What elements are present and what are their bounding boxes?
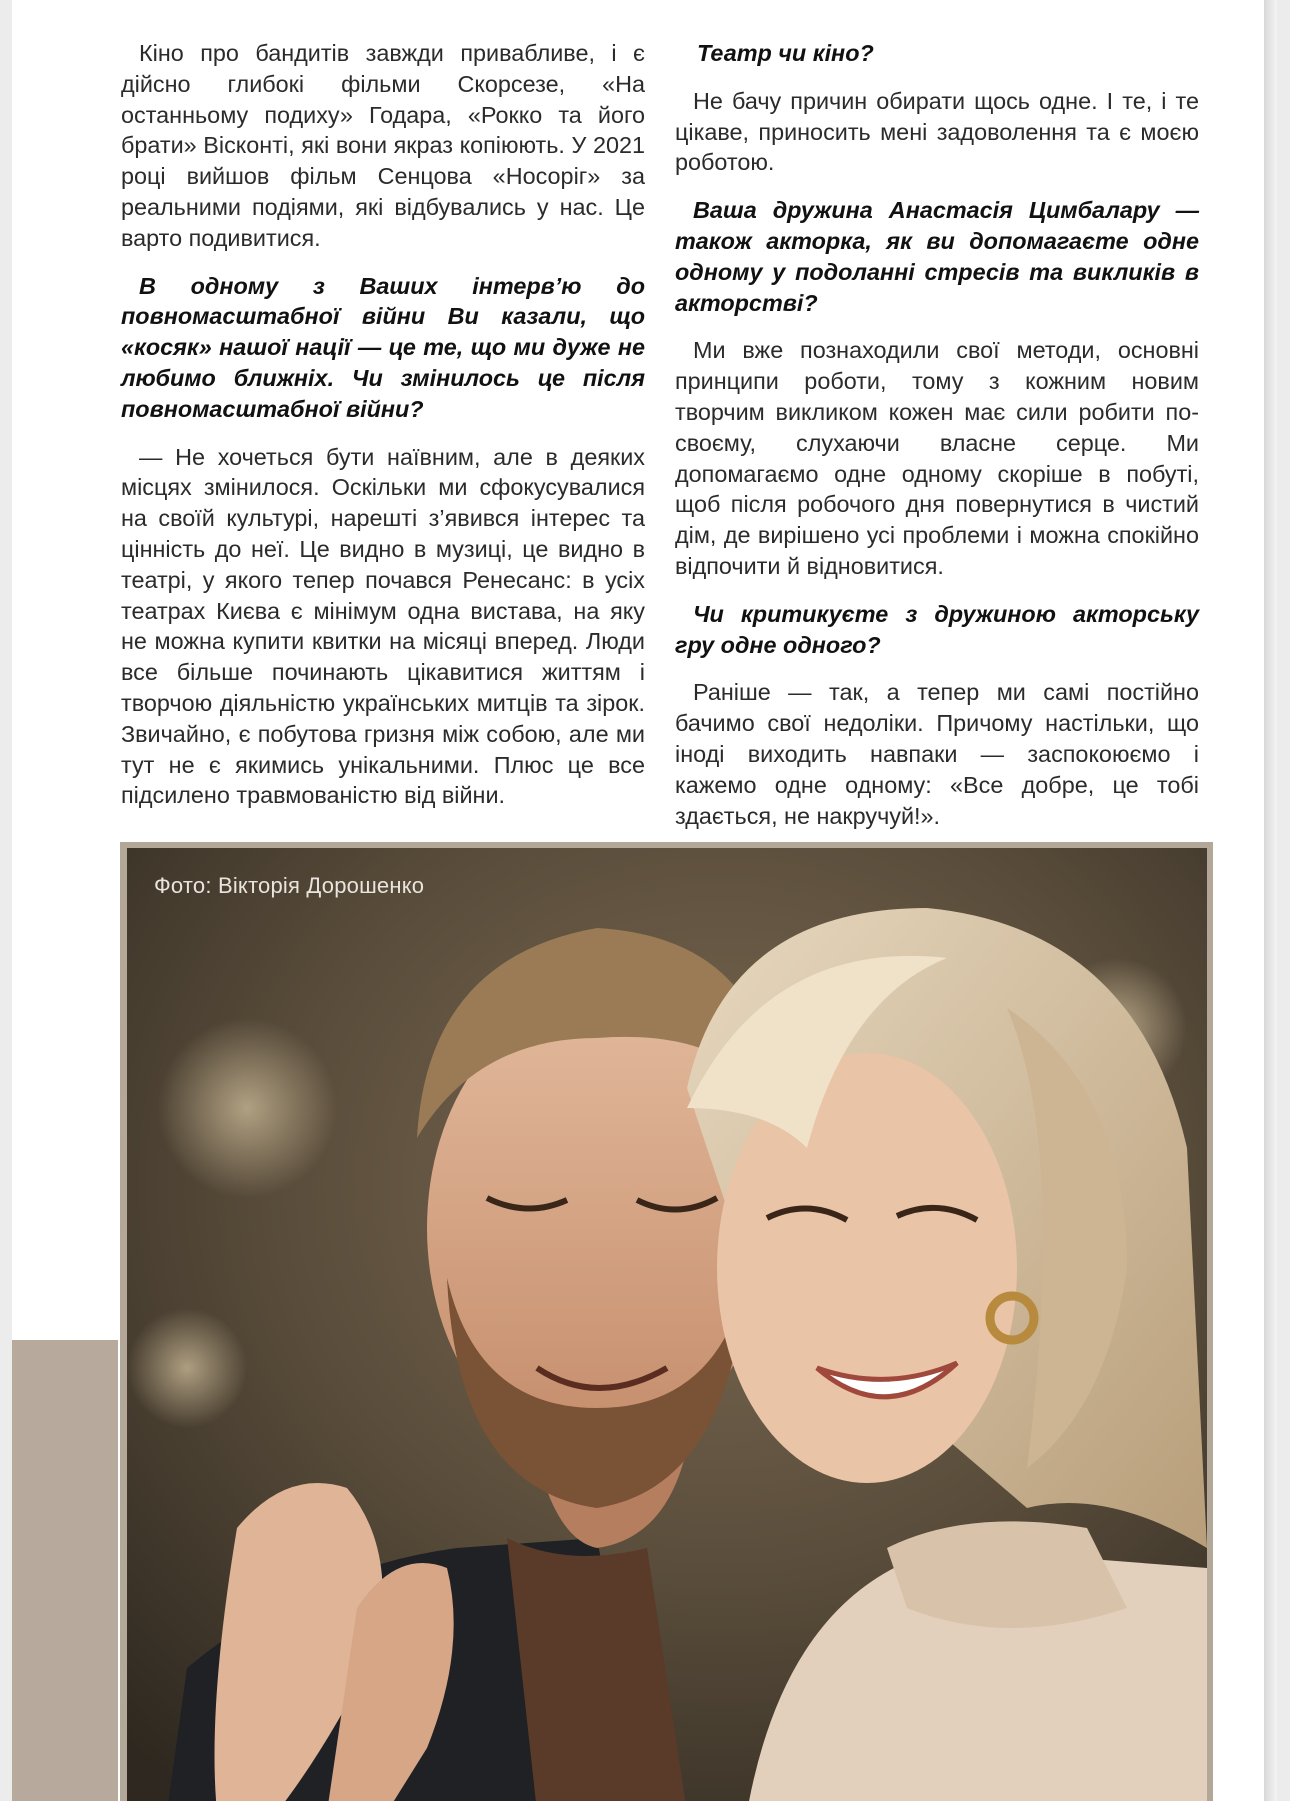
- magazine-page: [12, 0, 1277, 1801]
- question-nation-flaw: В одному з Ваших інтерв’ю до повномасштабної війни Ви казали, що «косяк» нашої нації — це те, що ми дуже не любимо ближніх. Чи змінилось це після повномасштабної війни?: [121, 272, 645, 422]
- question-wife-support: Ваша дружина Анастасія Цимбалару — також акторка, як ви допомагаєте одне одному у подоланні стресів та викликів в акторстві?: [675, 197, 1199, 316]
- couple-photo-illustration: [127, 848, 1207, 1801]
- answer-nation-flaw: — Не хочеться бути наївним, але в деяких місцях змінилося. Оскільки ми сфокусувалися на своїй культурі, нарешті з’явився інтерес та цінність до неї. Це видно в музиці, це видно в театрі, у якого тепер почався Ренесанс: в усіх театрах Києва є мінімум одна вистава, на яку не можна купити квитки на місяці вперед. Люди все більше починають цікавитися життям і творчою діяльністю українських митців та зірок. Звичайно, є побутова гризня між собою, але ми тут не є якимись унікальними. Плюс це все підсилено травмованістю від війни.: [121, 443, 645, 809]
- right-column: [675, 38, 1199, 848]
- answer-wife-support: Ми вже познаходили свої методи, основні принципи роботи, тому з кожним новим творчим викликом кожен має сили робити по-своєму, слухаючи власне серце. Ми допомагаємо одне одному скоріше в побуті, щоб після робочого дня повернутися в чистий дім, де вирішено усі проблеми і можна спокійно відпочити й відновитися.: [675, 337, 1199, 579]
- photo-frame: [120, 842, 1213, 1801]
- paragraph-gangster-films: Кіно про бандитів завжди привабливе, і є дійсно глибокі фільми Скорсезе, «На останньому подиху» Годара, «Рокко та його брати» Вісконті, які вони якраз копіюють. У 2021 році вийшов фільм Сенцова «Носоріг» за реальними подіями, які відбувались у нас. Це варто подивитися.: [121, 40, 645, 251]
- page-edge-shadow: [1264, 0, 1277, 1801]
- left-column: [121, 38, 645, 828]
- couple-photo: [127, 848, 1207, 1801]
- answer-theatre-or-cinema: Не бачу причин обирати щось одне. І те, і те цікаве, приносить мені задоволення та є моєю роботою.: [675, 87, 1199, 176]
- question-theatre-or-cinema: Театр чи кіно?: [697, 40, 874, 66]
- answer-criticism: Раніше — так, а тепер ми самі постійно бачимо свої недоліки. Причому настільки, що іноді виходить навпаки — заспокоюємо і кажемо одне одному: «Все добре, це тобі здається, не накручуй!».: [675, 679, 1199, 829]
- photo-credit: Фото: Вікторія Дорошенко: [154, 873, 425, 898]
- decorative-beige-block: [12, 1340, 118, 1801]
- question-criticism: Чи критикуєте з дружиною акторську гру одне одного?: [675, 600, 1199, 658]
